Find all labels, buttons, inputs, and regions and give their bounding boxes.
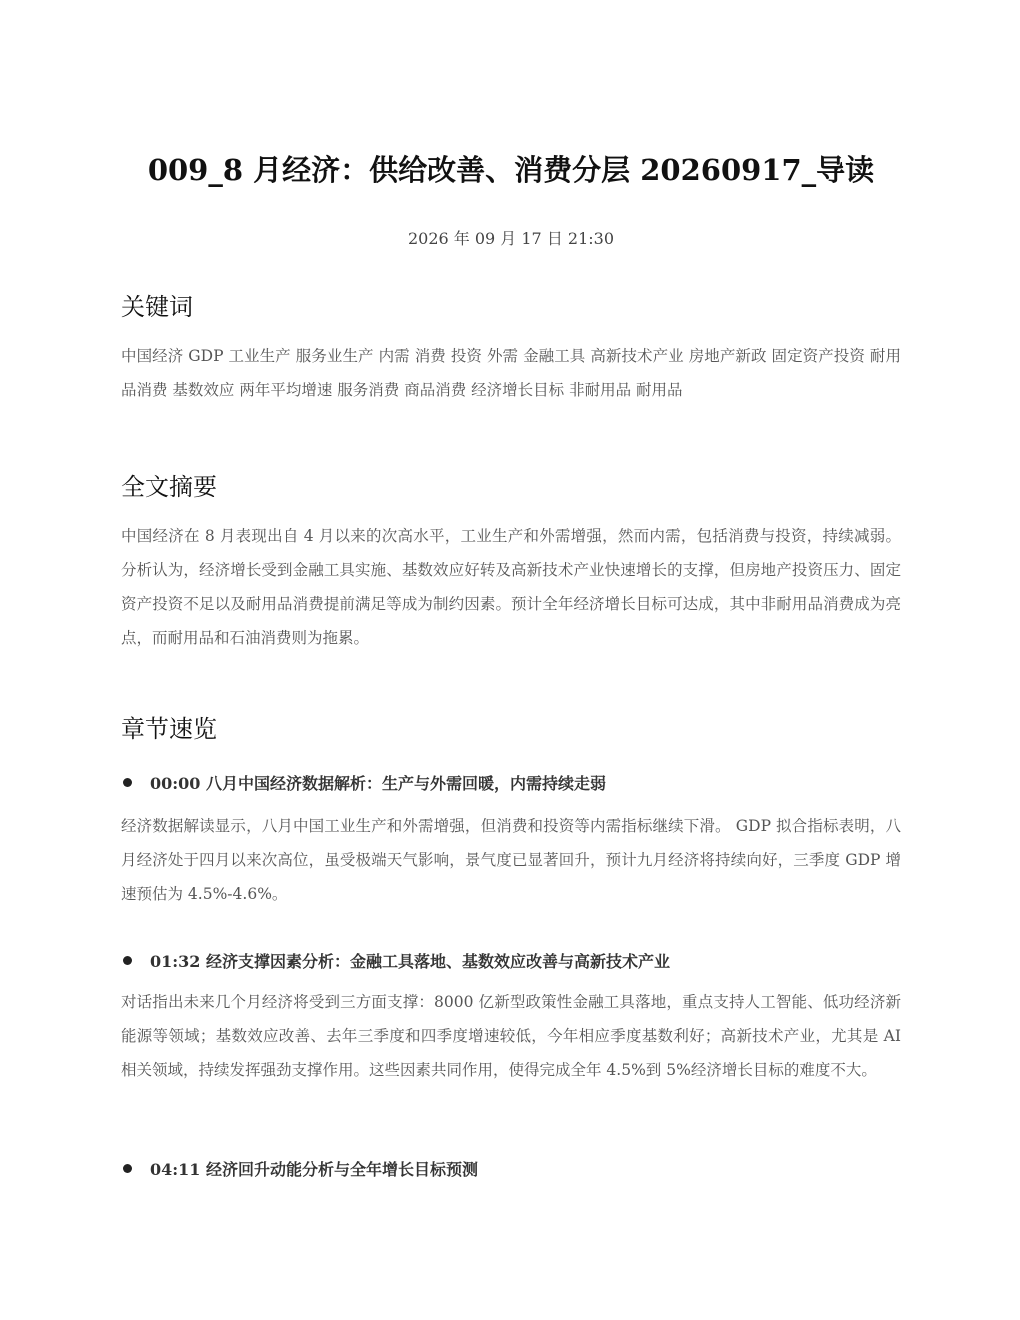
chapter-title-text: 01:32 经济支撑因素分析：金融工具落地、基数效应改善与高新技术产业 bbox=[150, 952, 671, 971]
chapter-title-text: 04:11 经济回升动能分析与全年增长目标预测 bbox=[150, 1160, 479, 1179]
chapter-title-3 bbox=[121, 1158, 901, 1182]
chapter-title-text: 00:00 八月中国经济数据解析：生产与外需回暖，内需持续走弱 bbox=[150, 774, 607, 793]
summary-text: 中国经济在 8 月表现出自 4 月以来的次高水平，工业生产和外需增强，然而内需，包括消费与投资，持续减弱。分析认为，经济增长受到金融工具实施、基数效应好转及高新技术产业快速增长的支撑，但房地产投资压力、固定资产投资不足以及耐用品消费提前满足等成为制约因素。预计全年经济增长目标可达成，其中非耐用品消费成为亮点，而耐用品和石油消费则为拖累。 bbox=[121, 527, 901, 647]
chapter-text-1: 经济数据解读显示，八月中国工业生产和外需增强，但消费和投资等内需指标继续下滑。 GDP 拟合指标表明，八月经济处于四月以来次高位，虽受极端天气影响，景气度已显著回升，预计九月经济将持续向好，三季度 GDP 增速预估为 4.5%-4.6%。 bbox=[121, 817, 901, 903]
bullet-icon bbox=[123, 778, 132, 787]
bullet-icon bbox=[123, 1164, 132, 1173]
document-title: 009_8 月经济：供给改善、消费分层 20260917_导读 bbox=[147, 153, 875, 187]
chapters-heading: 章节速览 bbox=[121, 715, 217, 743]
chapter-title-2 bbox=[121, 950, 901, 974]
chapter-title-1 bbox=[121, 772, 901, 796]
keywords-text: 中国经济 GDP 工业生产 服务业生产 内需 消费 投资 外需 金融工具 高新技术产业 房地产新政 固定资产投资 耐用品消费 基数效应 两年平均增速 服务消费 商品消费 经济增长目标 非耐用品 耐用品 bbox=[121, 347, 901, 399]
chapter-text-2: 对话指出未来几个月经济将受到三方面支撑：8000 亿新型政策性金融工具落地，重点支持人工智能、低功经济新能源等领域；基数效应改善、去年三季度和四季度增速较低，今年相应季度基数利好；高新技术产业，尤其是 AI 相关领域，持续发挥强劲支撑作用。这些因素共同作用，使得完成全年 4.5%到 5%经济增长目标的难度不大。 bbox=[121, 993, 901, 1079]
bullet-icon bbox=[123, 956, 132, 965]
keywords-heading: 关键词 bbox=[121, 293, 193, 321]
summary-heading: 全文摘要 bbox=[121, 473, 217, 501]
document-date: 2026 年 09 月 17 日 21:30 bbox=[407, 229, 615, 248]
